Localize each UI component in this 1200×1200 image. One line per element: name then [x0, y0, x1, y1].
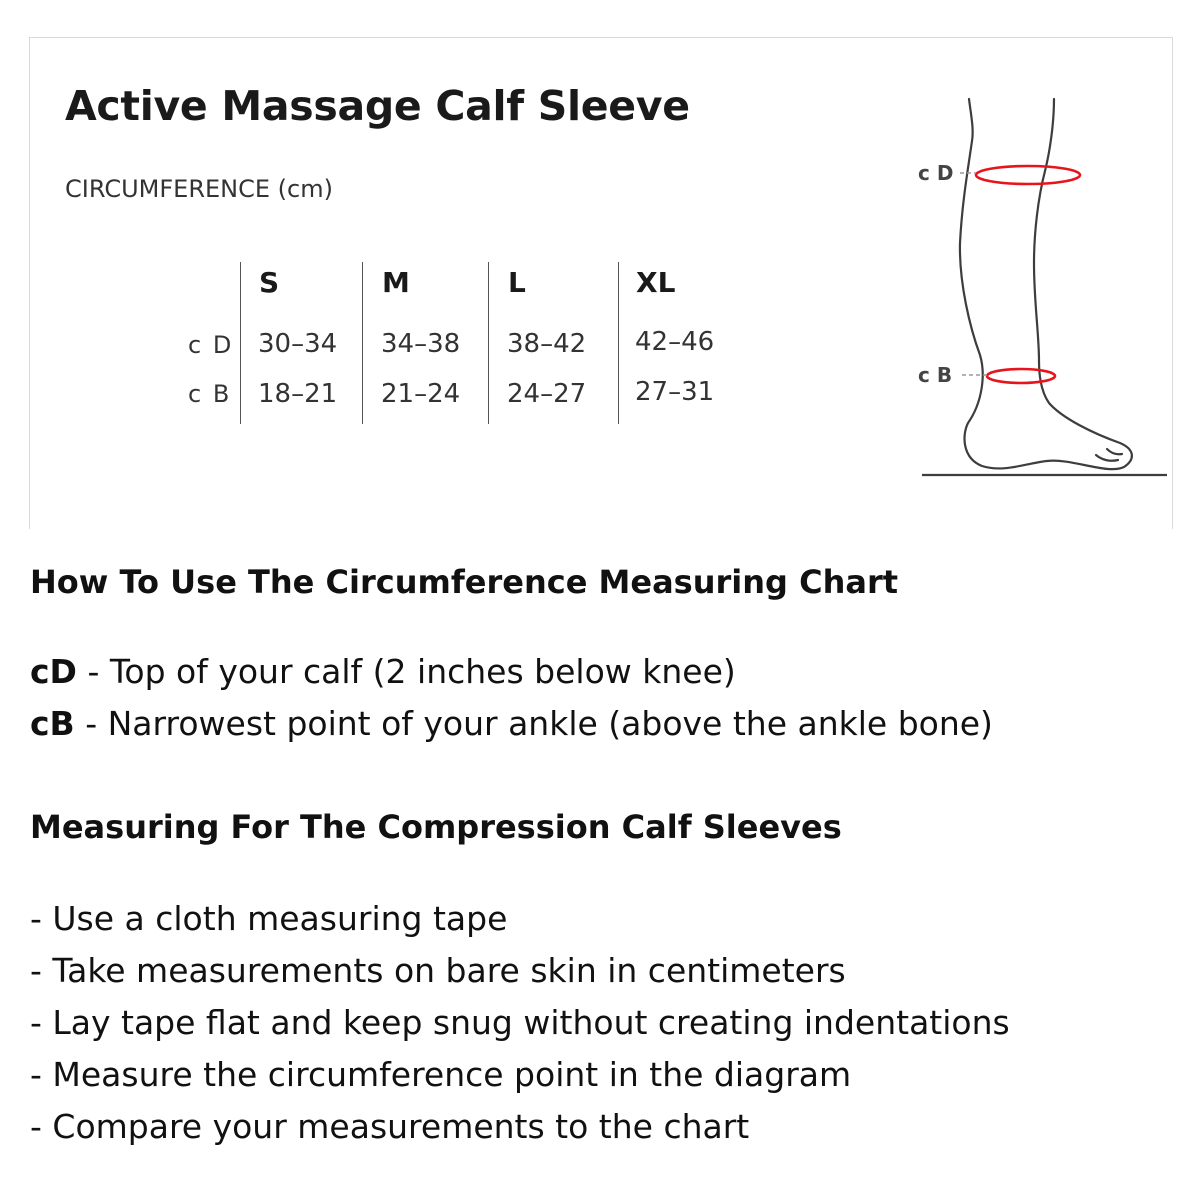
size-header-m: M — [382, 266, 410, 299]
table-cell: 18–21 — [258, 379, 338, 409]
table-cell: 24–27 — [507, 379, 587, 409]
column-divider — [240, 262, 241, 424]
unit-label: CIRCUMFERENCE (cm) — [65, 175, 333, 203]
measuring-heading: Measuring For The Compression Calf Sleeves — [30, 808, 842, 846]
column-divider — [362, 262, 363, 424]
product-title: Active Massage Calf Sleeve — [65, 82, 690, 130]
size-header-xl: XL — [636, 266, 676, 299]
row-label-cd: c D — [188, 331, 234, 359]
column-divider — [618, 262, 619, 424]
definition-text: - Narrowest point of your ankle (above the ankle bone) — [74, 704, 993, 743]
table-cell: 21–24 — [381, 379, 461, 409]
cb-diagram-label: c B — [918, 363, 953, 387]
cd-diagram-label: c D — [918, 161, 954, 185]
definition-text: - Top of your calf (2 inches below knee) — [76, 652, 736, 691]
list-item: - Lay tape flat and keep snug without creating indentations — [30, 1003, 1010, 1042]
size-chart-panel — [29, 37, 1173, 529]
definition-cb — [30, 704, 993, 743]
table-cell: 42–46 — [635, 327, 715, 357]
leg-outline-icon — [960, 99, 1132, 469]
cd-ring — [976, 166, 1080, 184]
cb-ring — [987, 369, 1055, 383]
table-cell: 30–34 — [258, 329, 338, 359]
measuring-tips-list — [30, 893, 1010, 1153]
definition-code: cB — [30, 704, 75, 743]
list-item: - Compare your measurements to the chart — [30, 1107, 750, 1146]
table-cell: 34–38 — [381, 329, 461, 359]
size-header-l: L — [508, 266, 526, 299]
column-divider — [488, 262, 489, 424]
table-cell: 27–31 — [635, 377, 715, 407]
howto-heading: How To Use The Circumference Measuring Chart — [30, 563, 899, 601]
leg-diagram — [892, 93, 1167, 488]
list-item: - Take measurements on bare skin in centimeters — [30, 951, 846, 990]
table-cell: 38–42 — [507, 329, 587, 359]
size-header-s: S — [259, 266, 280, 299]
list-item: - Use a cloth measuring tape — [30, 899, 508, 938]
definition-cd — [30, 652, 736, 691]
definition-code: cD — [30, 652, 77, 691]
list-item: - Measure the circumference point in the diagram — [30, 1055, 852, 1094]
row-label-cb: c B — [188, 380, 232, 408]
